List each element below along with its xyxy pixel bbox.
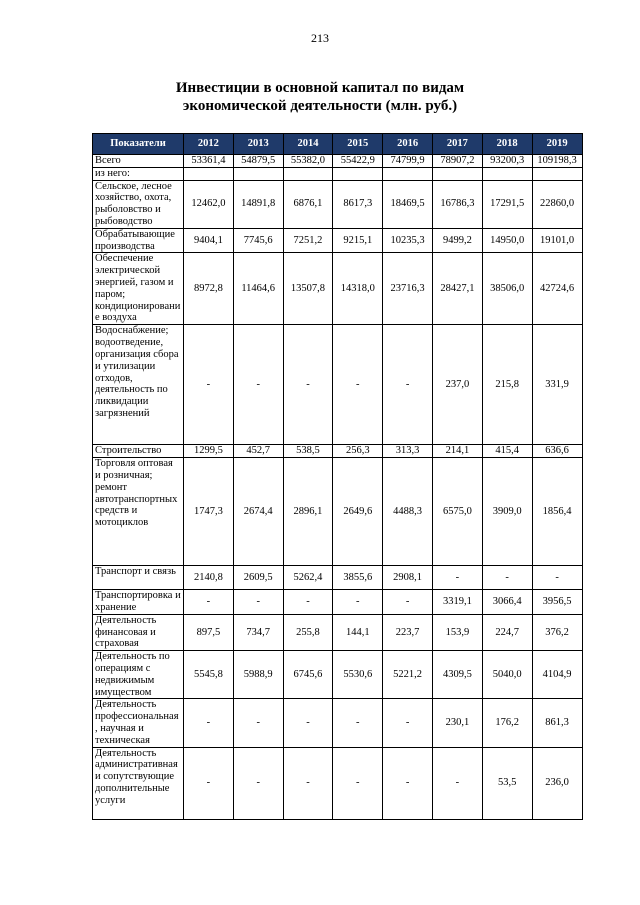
table-row — [93, 651, 583, 699]
value-cell: 5040,0 — [482, 651, 532, 699]
value-cell: 19101,0 — [532, 228, 582, 253]
value-cell: - — [333, 325, 383, 445]
value-cell: 42724,6 — [532, 253, 582, 325]
value-cell: 23716,3 — [383, 253, 433, 325]
value-cell: 74799,9 — [383, 155, 433, 168]
value-cell: 6876,1 — [283, 180, 333, 228]
value-cell: 236,0 — [532, 747, 582, 819]
value-cell: 14950,0 — [482, 228, 532, 253]
value-cell: - — [383, 747, 433, 819]
header-cell: 2012 — [184, 134, 234, 155]
value-cell: 16786,3 — [432, 180, 482, 228]
value-cell: 9499,2 — [432, 228, 482, 253]
header-cell: Показатели — [93, 134, 184, 155]
value-cell: 2896,1 — [283, 458, 333, 566]
value-cell: - — [184, 590, 234, 615]
value-cell: 176,2 — [482, 699, 532, 747]
value-cell: 5262,4 — [283, 566, 333, 590]
value-cell: 93200,3 — [482, 155, 532, 168]
table-row — [93, 699, 583, 747]
value-cell: - — [283, 590, 333, 615]
value-cell: - — [383, 325, 433, 445]
value-cell: 861,3 — [532, 699, 582, 747]
value-cell — [532, 167, 582, 180]
value-cell: 28427,1 — [432, 253, 482, 325]
table-row — [93, 445, 583, 458]
row-label: Торговля оптовая и розничная; ремонт автотранспортных средств и мотоциклов — [93, 458, 184, 566]
value-cell — [333, 167, 383, 180]
value-cell: 636,6 — [532, 445, 582, 458]
value-cell: 897,5 — [184, 614, 234, 650]
row-label: Водоснабжение; водоотведение, организация сбора и утилизации отходов, деятельность по ликвидации загрязнений — [93, 325, 184, 445]
value-cell: 14318,0 — [333, 253, 383, 325]
page-number: 213 — [311, 31, 329, 45]
value-cell: 55422,9 — [333, 155, 383, 168]
row-label: Строительство — [93, 445, 184, 458]
value-cell: 237,0 — [432, 325, 482, 445]
value-cell: 5221,2 — [383, 651, 433, 699]
value-cell: - — [383, 699, 433, 747]
value-cell — [283, 167, 333, 180]
row-label: Обрабатывающие производства — [93, 228, 184, 253]
value-cell — [184, 167, 234, 180]
value-cell: 1856,4 — [532, 458, 582, 566]
value-cell: - — [532, 566, 582, 590]
value-cell: 214,1 — [432, 445, 482, 458]
value-cell: - — [482, 566, 532, 590]
value-cell: 22860,0 — [532, 180, 582, 228]
value-cell: 224,7 — [482, 614, 532, 650]
row-label: Сельское, лесное хозяйство, охота, рыболовство и рыбоводство — [93, 180, 184, 228]
investment-table — [92, 133, 583, 820]
row-label: Всего — [93, 155, 184, 168]
value-cell: 144,1 — [333, 614, 383, 650]
value-cell: 1299,5 — [184, 445, 234, 458]
value-cell: 14891,8 — [233, 180, 283, 228]
value-cell — [432, 167, 482, 180]
value-cell: 8972,8 — [184, 253, 234, 325]
value-cell: 18469,5 — [383, 180, 433, 228]
row-label: Деятельность финансовая и страховая — [93, 614, 184, 650]
value-cell: 2649,6 — [333, 458, 383, 566]
value-cell: 452,7 — [233, 445, 283, 458]
table-row — [93, 747, 583, 819]
table-row — [93, 228, 583, 253]
value-cell: 2140,8 — [184, 566, 234, 590]
table-row — [93, 167, 583, 180]
value-cell: - — [233, 699, 283, 747]
value-cell: 255,8 — [283, 614, 333, 650]
value-cell: 4309,5 — [432, 651, 482, 699]
value-cell: 38506,0 — [482, 253, 532, 325]
header-cell: 2017 — [432, 134, 482, 155]
value-cell: 734,7 — [233, 614, 283, 650]
value-cell: 13507,8 — [283, 253, 333, 325]
row-label: Деятельность административная и сопутствующие дополнительные услуги — [93, 747, 184, 819]
value-cell: 223,7 — [383, 614, 433, 650]
value-cell: 12462,0 — [184, 180, 234, 228]
title-line-2: экономической деятельности (млн. руб.) — [182, 98, 458, 114]
value-cell: 109198,3 — [532, 155, 582, 168]
value-cell: 3855,6 — [333, 566, 383, 590]
value-cell: 313,3 — [383, 445, 433, 458]
table-row — [93, 614, 583, 650]
value-cell: - — [432, 747, 482, 819]
value-cell: 3909,0 — [482, 458, 532, 566]
value-cell: 2674,4 — [233, 458, 283, 566]
value-cell: 5530,6 — [333, 651, 383, 699]
value-cell: 10235,3 — [383, 228, 433, 253]
value-cell: - — [184, 699, 234, 747]
value-cell: 2908,1 — [383, 566, 433, 590]
title-line-1: Инвестиции в основной капитал по видам — [175, 80, 465, 96]
row-label: из него: — [93, 167, 184, 180]
value-cell: 53,5 — [482, 747, 532, 819]
value-cell: 256,3 — [333, 445, 383, 458]
value-cell: 230,1 — [432, 699, 482, 747]
value-cell: 1747,3 — [184, 458, 234, 566]
value-cell: 2609,5 — [233, 566, 283, 590]
value-cell: 3319,1 — [432, 590, 482, 615]
header-cell: 2016 — [383, 134, 433, 155]
value-cell: 538,5 — [283, 445, 333, 458]
row-label: Транспорт и связь — [93, 566, 184, 590]
table-header-row — [93, 134, 583, 155]
table-row — [93, 155, 583, 168]
header-cell: 2018 — [482, 134, 532, 155]
row-label: Обеспечение электрической энергией, газом и паром; кондиционирование воздуха — [93, 253, 184, 325]
value-cell: - — [333, 590, 383, 615]
value-cell: 6745,6 — [283, 651, 333, 699]
header-cell: 2014 — [283, 134, 333, 155]
value-cell: 7251,2 — [283, 228, 333, 253]
value-cell: 3956,5 — [532, 590, 582, 615]
header-cell: 2013 — [233, 134, 283, 155]
value-cell: 376,2 — [532, 614, 582, 650]
value-cell: - — [283, 699, 333, 747]
value-cell: 5988,9 — [233, 651, 283, 699]
table-row — [93, 590, 583, 615]
header-cell: 2019 — [532, 134, 582, 155]
value-cell: - — [333, 699, 383, 747]
table-row — [93, 253, 583, 325]
value-cell: 55382,0 — [283, 155, 333, 168]
value-cell: 6575,0 — [432, 458, 482, 566]
value-cell: 4104,9 — [532, 651, 582, 699]
value-cell: - — [432, 566, 482, 590]
value-cell — [383, 167, 433, 180]
table-row — [93, 325, 583, 445]
value-cell: 9215,1 — [333, 228, 383, 253]
value-cell: - — [383, 590, 433, 615]
value-cell: 331,9 — [532, 325, 582, 445]
table-row — [93, 566, 583, 590]
table-row — [93, 458, 583, 566]
value-cell: 215,8 — [482, 325, 532, 445]
value-cell: 17291,5 — [482, 180, 532, 228]
value-cell: - — [283, 325, 333, 445]
value-cell — [482, 167, 532, 180]
value-cell: 78907,2 — [432, 155, 482, 168]
value-cell: 8617,3 — [333, 180, 383, 228]
value-cell: 3066,4 — [482, 590, 532, 615]
row-label: Транспортировка и хранение — [93, 590, 184, 615]
row-label: Деятельность профессиональная, научная и техническая — [93, 699, 184, 747]
value-cell: 153,9 — [432, 614, 482, 650]
value-cell: 5545,8 — [184, 651, 234, 699]
table-row — [93, 180, 583, 228]
value-cell: - — [184, 747, 234, 819]
value-cell: - — [184, 325, 234, 445]
value-cell: 9404,1 — [184, 228, 234, 253]
value-cell: 4488,3 — [383, 458, 433, 566]
value-cell: - — [333, 747, 383, 819]
row-label: Деятельность по операциям с недвижимым имуществом — [93, 651, 184, 699]
value-cell: 11464,6 — [233, 253, 283, 325]
value-cell: - — [283, 747, 333, 819]
table-title — [0, 79, 640, 115]
header-cell: 2015 — [333, 134, 383, 155]
value-cell: 53361,4 — [184, 155, 234, 168]
value-cell — [233, 167, 283, 180]
value-cell: - — [233, 590, 283, 615]
value-cell: 7745,6 — [233, 228, 283, 253]
value-cell: - — [233, 747, 283, 819]
value-cell: 415,4 — [482, 445, 532, 458]
value-cell: - — [233, 325, 283, 445]
value-cell: 54879,5 — [233, 155, 283, 168]
